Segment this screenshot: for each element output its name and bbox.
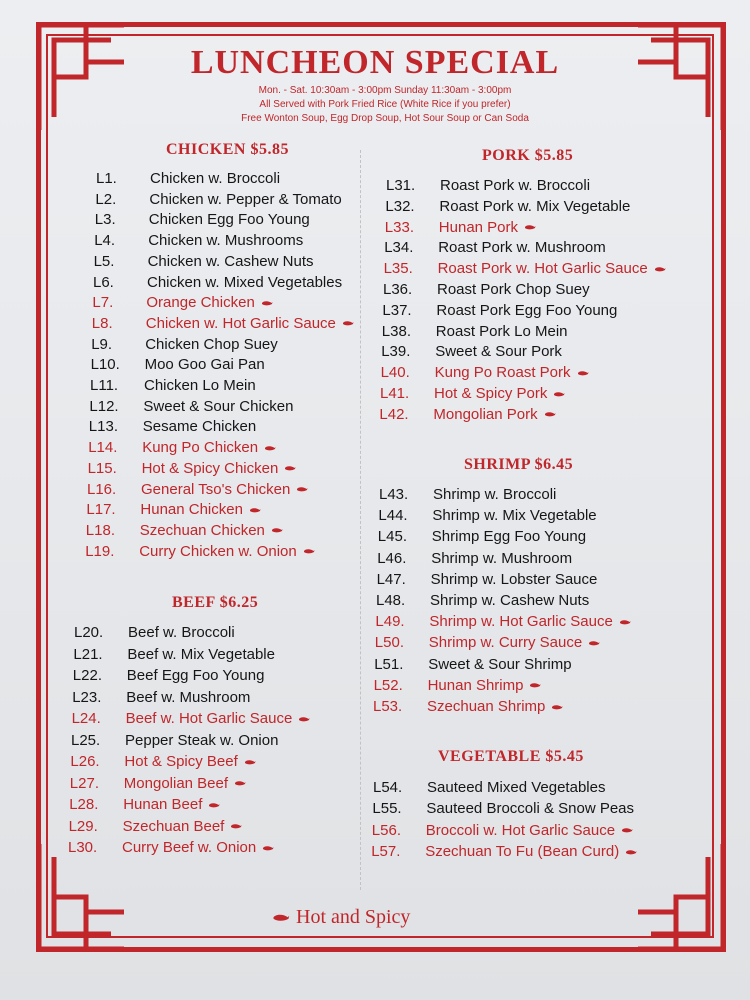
item-number: L42. bbox=[379, 405, 409, 423]
item-name-text: Shrimp w. Mix Vegetable bbox=[432, 507, 597, 525]
item-name-text: Shrimp w. Lobster Sauce bbox=[430, 570, 598, 588]
item-name bbox=[127, 646, 275, 663]
hot-pepper-icon bbox=[272, 906, 290, 929]
item-name-text: Shrimp Egg Foo Young bbox=[431, 528, 587, 546]
item-number: L7. bbox=[92, 294, 114, 312]
item-number: L54. bbox=[373, 779, 403, 796]
menu-item bbox=[87, 481, 387, 499]
menu-item bbox=[372, 800, 672, 818]
item-name-text: Mongolian Beef bbox=[123, 774, 229, 792]
item-name-text: Roast Pork Egg Foo Young bbox=[436, 301, 618, 319]
item-name bbox=[439, 219, 536, 236]
item-number: L52. bbox=[373, 676, 403, 694]
item-name-text: Hot & Spicy Beef bbox=[124, 753, 238, 770]
menu-item bbox=[372, 822, 672, 840]
item-name-text: Hunan Pork bbox=[438, 218, 519, 236]
hot-pepper-icon bbox=[262, 839, 274, 856]
item-name-text: General Tso's Chicken bbox=[141, 480, 291, 498]
item-number: L44. bbox=[378, 507, 408, 525]
beef-heading: BEEF $6.25 bbox=[172, 594, 259, 611]
item-number: L39. bbox=[381, 343, 411, 361]
item-name-text: Shrimp w. Mushroom bbox=[431, 549, 573, 567]
item-number: L46. bbox=[377, 549, 407, 567]
item-number: L10. bbox=[90, 356, 120, 374]
shrimp-heading: SHRIMP $6.45 bbox=[464, 456, 574, 473]
menu-item bbox=[384, 239, 684, 257]
item-name-text: Shrimp w. Broccoli bbox=[433, 486, 557, 503]
menu-item bbox=[95, 211, 395, 229]
item-number: L29. bbox=[68, 817, 98, 835]
menu-item bbox=[89, 418, 389, 436]
item-number: L23. bbox=[72, 688, 102, 706]
item-number: L43. bbox=[379, 486, 409, 503]
item-name bbox=[438, 260, 666, 277]
item-name-text: Sweet & Sour Pork bbox=[435, 343, 562, 361]
item-number: L11. bbox=[90, 377, 119, 394]
item-name-text: Kung Po Roast Pork bbox=[434, 364, 571, 382]
item-name-text: Orange Chicken bbox=[146, 294, 255, 312]
menu-item bbox=[91, 336, 391, 354]
item-name bbox=[437, 281, 590, 298]
menu-item bbox=[89, 398, 389, 416]
menu-item bbox=[373, 779, 673, 797]
hot-pepper-icon bbox=[588, 634, 600, 651]
item-number: L45. bbox=[377, 528, 407, 546]
menu-item bbox=[70, 753, 370, 771]
item-number: L50. bbox=[374, 634, 404, 652]
item-name bbox=[429, 613, 630, 630]
hot-pepper-icon bbox=[577, 364, 589, 381]
menu-item bbox=[73, 667, 373, 685]
item-name bbox=[433, 406, 555, 423]
item-name bbox=[428, 656, 571, 673]
item-name bbox=[123, 796, 220, 813]
item-name-text: Chicken w. Mushrooms bbox=[148, 232, 304, 250]
menu-item bbox=[377, 550, 677, 568]
item-name bbox=[147, 274, 342, 291]
item-name bbox=[432, 507, 596, 524]
item-number: L51. bbox=[374, 655, 404, 673]
hot-pepper-icon bbox=[261, 294, 273, 311]
item-name bbox=[438, 239, 606, 256]
menu-item bbox=[90, 377, 390, 395]
menu-item bbox=[96, 170, 396, 188]
item-name-text: Sweet & Sour Chicken bbox=[143, 397, 294, 415]
item-name bbox=[124, 753, 255, 770]
item-name bbox=[122, 839, 274, 856]
item-name-text: Hunan Beef bbox=[123, 796, 203, 813]
item-name bbox=[125, 732, 278, 749]
item-name-text: Roast Pork Lo Mein bbox=[435, 322, 568, 340]
menu-item bbox=[71, 732, 371, 750]
menu-item bbox=[92, 294, 392, 312]
menu-item bbox=[376, 592, 676, 610]
item-name-text: Hot & Spicy Chicken bbox=[141, 459, 279, 477]
hot-pepper-icon bbox=[249, 501, 261, 518]
item-name-text: Pepper Steak w. Onion bbox=[125, 731, 279, 749]
item-name bbox=[126, 710, 311, 727]
page-title: LUNCHEON SPECIAL bbox=[190, 44, 560, 81]
hot-pepper-icon bbox=[524, 219, 536, 236]
item-name bbox=[140, 522, 283, 539]
item-number: L27. bbox=[69, 774, 99, 792]
vegetable-heading: VEGETABLE $5.45 bbox=[438, 748, 584, 765]
item-name-text: Sesame Chicken bbox=[142, 418, 257, 436]
item-name bbox=[150, 170, 280, 187]
item-name bbox=[139, 543, 315, 560]
item-number: L30. bbox=[68, 839, 98, 856]
item-name bbox=[426, 800, 634, 817]
item-name bbox=[140, 501, 261, 518]
item-number: L16. bbox=[87, 480, 117, 498]
menu-item bbox=[94, 232, 394, 250]
menu-item bbox=[88, 460, 388, 478]
item-name bbox=[149, 191, 341, 208]
menu-item bbox=[94, 253, 394, 271]
item-name-text: Beef Egg Foo Young bbox=[126, 667, 265, 684]
item-number: L25. bbox=[71, 731, 101, 749]
item-name bbox=[148, 232, 303, 249]
item-name-text: Roast Pork w. Broccoli bbox=[440, 177, 591, 194]
item-name bbox=[124, 775, 246, 792]
item-name bbox=[429, 634, 600, 651]
item-name bbox=[149, 211, 310, 228]
item-number: L20. bbox=[74, 624, 104, 641]
item-name-text: Beef w. Mix Vegetable bbox=[127, 645, 275, 663]
hot-pepper-icon bbox=[551, 698, 563, 715]
menu-item bbox=[382, 323, 682, 341]
item-name bbox=[426, 822, 633, 839]
item-name-text: Szechuan Shrimp bbox=[427, 698, 546, 715]
menu-item bbox=[378, 507, 678, 525]
menu-item bbox=[375, 634, 675, 652]
item-number: L26. bbox=[70, 753, 100, 770]
item-name bbox=[146, 315, 354, 332]
item-name-text: Chicken Egg Foo Young bbox=[148, 211, 310, 229]
hot-pepper-icon bbox=[284, 460, 296, 477]
item-number: L1. bbox=[96, 170, 117, 187]
menu-item bbox=[375, 613, 675, 631]
hot-pepper-icon bbox=[234, 775, 246, 792]
item-name-text: Szechuan Chicken bbox=[139, 521, 265, 539]
item-name bbox=[430, 592, 589, 609]
item-number: L3. bbox=[94, 211, 116, 229]
hot-pepper-icon bbox=[244, 753, 256, 770]
item-name-text: Beef w. Mushroom bbox=[126, 688, 251, 706]
item-number: L5. bbox=[93, 252, 115, 270]
item-number: L41. bbox=[380, 385, 410, 402]
item-number: L9. bbox=[91, 335, 113, 353]
item-name bbox=[436, 323, 568, 340]
item-name-text: Roast Pork w. Mix Vegetable bbox=[439, 197, 631, 215]
item-name-text: Sauteed Mixed Vegetables bbox=[427, 779, 606, 796]
menu-item bbox=[88, 439, 388, 457]
item-number: L6. bbox=[93, 273, 114, 291]
item-name bbox=[148, 253, 314, 270]
item-name-text: Szechuan To Fu (Bean Curd) bbox=[425, 843, 620, 861]
item-number: L21. bbox=[73, 645, 103, 663]
item-number: L22. bbox=[72, 667, 102, 684]
item-name-text: Chicken w. Hot Garlic Sauce bbox=[145, 314, 336, 332]
item-name-text: Sauteed Broccoli & Snow Peas bbox=[426, 800, 635, 818]
menu-item bbox=[93, 274, 393, 292]
item-name bbox=[433, 486, 556, 503]
menu-item bbox=[374, 656, 674, 674]
menu-item bbox=[91, 356, 391, 374]
menu-item bbox=[86, 501, 386, 519]
item-name-text: Roast Pork w. Hot Garlic Sauce bbox=[437, 260, 648, 278]
hot-pepper-icon bbox=[303, 543, 315, 560]
item-number: L37. bbox=[382, 301, 412, 319]
hot-pepper-icon bbox=[296, 481, 308, 498]
pork-heading: PORK $5.85 bbox=[482, 147, 574, 164]
item-name bbox=[145, 336, 278, 353]
item-number: L8. bbox=[91, 314, 113, 332]
menu-item bbox=[385, 198, 685, 216]
item-number: L19. bbox=[85, 542, 115, 560]
menu-item bbox=[383, 281, 683, 299]
menu-item bbox=[378, 528, 678, 546]
item-name-text: Hunan Shrimp bbox=[427, 676, 524, 694]
item-number: L57. bbox=[371, 843, 401, 861]
item-name bbox=[435, 364, 589, 381]
item-number: L13. bbox=[88, 418, 118, 436]
item-number: L33. bbox=[384, 218, 414, 236]
item-name-text: Kung Po Chicken bbox=[142, 439, 259, 457]
item-name-text: Hot & Spicy Pork bbox=[434, 385, 548, 402]
menu-item bbox=[380, 385, 680, 403]
item-name-text: Beef w. Hot Garlic Sauce bbox=[125, 710, 293, 727]
item-number: L35. bbox=[383, 260, 413, 278]
item-name-text: Szechuan Beef bbox=[122, 817, 225, 835]
menu-item bbox=[68, 839, 368, 857]
legend-label: Hot and Spicy bbox=[296, 906, 411, 928]
item-number: L56. bbox=[371, 821, 401, 839]
item-name-text: Shrimp w. Curry Sauce bbox=[428, 634, 583, 652]
item-name-text: Shrimp w. Cashew Nuts bbox=[430, 592, 590, 609]
item-name-text: Chicken w. Broccoli bbox=[150, 170, 281, 187]
menu-item bbox=[92, 315, 392, 333]
item-name bbox=[428, 677, 542, 694]
item-name bbox=[146, 294, 272, 311]
menu-item bbox=[72, 710, 372, 728]
menu-item bbox=[371, 843, 671, 861]
item-number: L47. bbox=[376, 570, 406, 588]
item-number: L15. bbox=[87, 459, 117, 477]
item-number: L31. bbox=[386, 177, 416, 194]
menu-item bbox=[73, 646, 373, 664]
menu-item bbox=[382, 302, 682, 320]
item-name bbox=[145, 356, 265, 373]
extras-line: Free Wonton Soup, Egg Drop Soup, Hot Sour Soup or Can Soda bbox=[241, 113, 529, 124]
item-number: L4. bbox=[94, 232, 116, 250]
item-name-text: Chicken w. Pepper & Tomato bbox=[149, 190, 342, 208]
item-name bbox=[431, 550, 572, 567]
item-name bbox=[141, 481, 308, 498]
item-name bbox=[127, 667, 265, 684]
menu-item bbox=[85, 543, 385, 561]
hot-pepper-icon bbox=[553, 385, 565, 402]
item-number: L36. bbox=[383, 281, 413, 298]
item-number: L32. bbox=[385, 197, 415, 215]
item-name-text: Roast Pork w. Mushroom bbox=[438, 239, 606, 257]
item-number: L38. bbox=[381, 322, 411, 340]
item-name-text: Chicken Lo Mein bbox=[144, 377, 256, 394]
item-name-text: Shrimp w. Hot Garlic Sauce bbox=[429, 613, 613, 631]
item-name-text: Moo Goo Gai Pan bbox=[144, 356, 265, 374]
item-number: L17. bbox=[86, 501, 116, 519]
item-name bbox=[126, 689, 250, 706]
menu-item bbox=[385, 219, 685, 237]
item-name bbox=[436, 302, 617, 319]
item-name-text: Sweet & Sour Shrimp bbox=[428, 655, 572, 673]
item-name-text: Curry Beef w. Onion bbox=[122, 839, 257, 856]
menu-item bbox=[86, 522, 386, 540]
item-name bbox=[432, 528, 586, 545]
item-name bbox=[427, 779, 605, 796]
menu-item bbox=[379, 486, 679, 504]
item-number: L24. bbox=[71, 710, 101, 727]
hot-pepper-icon bbox=[298, 710, 310, 727]
rice-line: All Served with Pork Fried Rice (White Rice if you prefer) bbox=[259, 99, 511, 110]
item-number: L18. bbox=[85, 521, 115, 539]
item-name-text: Beef w. Broccoli bbox=[128, 624, 235, 641]
hot-pepper-icon bbox=[342, 315, 354, 332]
item-name bbox=[142, 460, 297, 477]
item-name-text: Chicken w. Mixed Vegetables bbox=[147, 273, 343, 291]
item-name bbox=[142, 439, 276, 456]
item-name bbox=[434, 385, 565, 402]
menu-item bbox=[72, 689, 372, 707]
item-number: L49. bbox=[375, 613, 405, 631]
item-number: L55. bbox=[372, 800, 402, 818]
legend bbox=[272, 906, 410, 929]
item-number: L48. bbox=[376, 592, 406, 609]
item-name-text: Curry Chicken w. Onion bbox=[139, 542, 297, 560]
hot-pepper-icon bbox=[264, 439, 276, 456]
item-number: L12. bbox=[89, 397, 119, 415]
menu-item bbox=[69, 818, 369, 836]
item-number: L28. bbox=[69, 796, 99, 813]
item-name bbox=[427, 698, 563, 715]
item-number: L14. bbox=[88, 439, 118, 457]
menu-item bbox=[377, 571, 677, 589]
item-name bbox=[128, 624, 235, 641]
corner-ornament-bottom-left bbox=[36, 842, 126, 952]
item-name bbox=[425, 843, 637, 860]
hot-pepper-icon bbox=[625, 843, 637, 860]
item-number: L2. bbox=[95, 190, 117, 208]
hot-pepper-icon bbox=[654, 260, 666, 277]
item-name-text: Chicken w. Cashew Nuts bbox=[147, 252, 314, 270]
item-name bbox=[431, 571, 598, 588]
item-name-text: Broccoli w. Hot Garlic Sauce bbox=[425, 821, 616, 839]
item-name bbox=[440, 177, 590, 194]
item-name bbox=[435, 343, 562, 360]
item-name-text: Chicken Chop Suey bbox=[145, 335, 278, 353]
hot-pepper-icon bbox=[619, 613, 631, 630]
item-number: L40. bbox=[380, 364, 410, 382]
menu-item bbox=[386, 177, 686, 195]
menu-item bbox=[384, 260, 684, 278]
item-name-text: Mongolian Pork bbox=[433, 405, 538, 423]
item-name-text: Hunan Chicken bbox=[140, 501, 243, 519]
item-name-text: Roast Pork Chop Suey bbox=[437, 281, 590, 298]
menu-item bbox=[373, 698, 673, 716]
menu-item bbox=[70, 775, 370, 793]
item-number: L53. bbox=[373, 698, 403, 715]
item-name bbox=[123, 818, 243, 835]
menu-item bbox=[74, 624, 374, 642]
hot-pepper-icon bbox=[208, 796, 220, 813]
item-name bbox=[144, 377, 256, 394]
menu-item bbox=[69, 796, 369, 814]
menu-item bbox=[379, 406, 679, 424]
item-name bbox=[143, 398, 293, 415]
item-name bbox=[143, 418, 256, 435]
hot-pepper-icon bbox=[621, 822, 633, 839]
menu-item bbox=[381, 343, 681, 361]
menu-item bbox=[374, 677, 674, 695]
hot-pepper-icon bbox=[544, 406, 556, 423]
hours-line: Mon. - Sat. 10:30am - 3:00pm Sunday 11:30am - 3:00pm bbox=[258, 85, 512, 96]
hot-pepper-icon bbox=[230, 818, 242, 835]
hot-pepper-icon bbox=[529, 677, 541, 694]
item-number: L34. bbox=[384, 239, 414, 257]
menu-item bbox=[95, 191, 395, 209]
chicken-heading: CHICKEN $5.85 bbox=[166, 141, 289, 158]
menu-item bbox=[381, 364, 681, 382]
item-name bbox=[439, 198, 630, 215]
hot-pepper-icon bbox=[271, 522, 283, 539]
